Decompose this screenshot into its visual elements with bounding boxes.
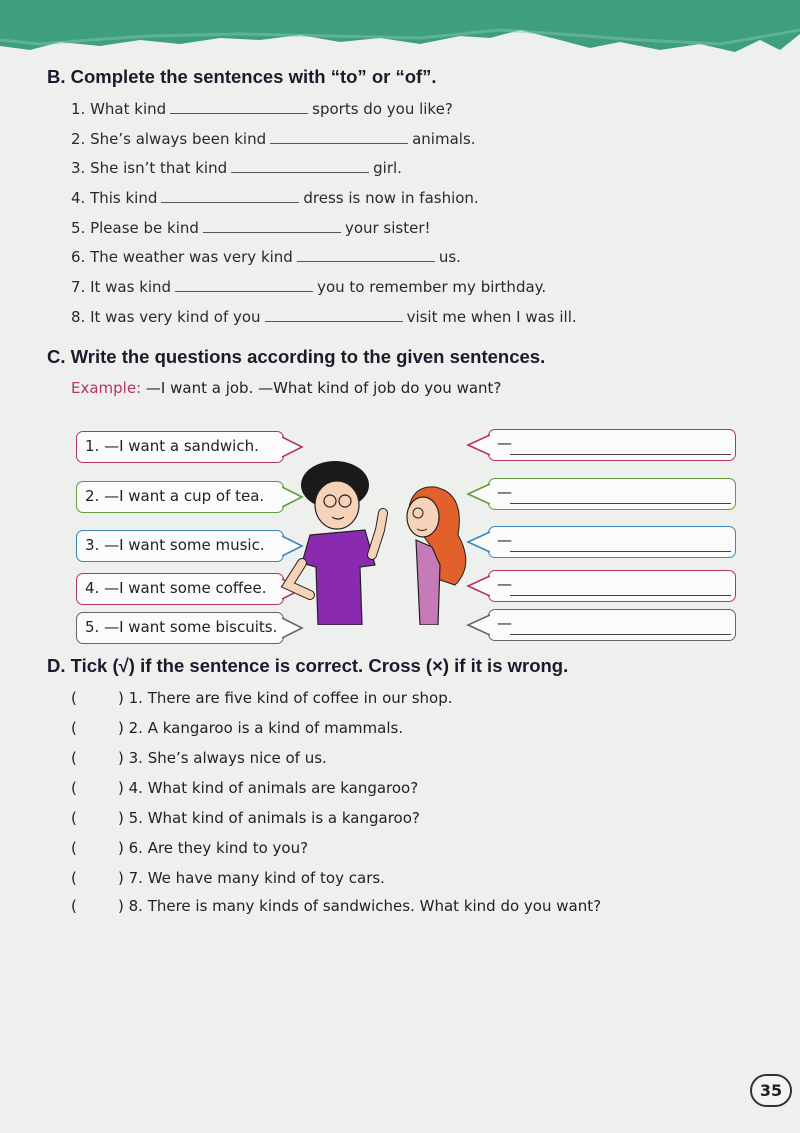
dash: —: [497, 575, 512, 593]
answer-paren[interactable]: (: [71, 749, 77, 767]
b-item-text: 1. What kind: [71, 100, 167, 118]
d-item-3: [71, 749, 327, 767]
answer-blank[interactable]: [170, 101, 308, 114]
b-item-text: us.: [438, 248, 461, 266]
statement-bubble-2: [76, 481, 284, 513]
answer-bubble-3[interactable]: [488, 526, 736, 558]
page-number: 35: [750, 1074, 792, 1107]
answer-blank[interactable]: [175, 279, 313, 292]
b-item-text: you to remember my birthday.: [317, 278, 547, 296]
dash: —: [497, 531, 512, 549]
answer-paren[interactable]: (: [71, 809, 77, 827]
b-item-4: [71, 189, 479, 207]
answer-paren[interactable]: (: [71, 689, 77, 707]
statement-bubble-4: [76, 573, 284, 605]
b-item-text: visit me when I was ill.: [406, 308, 577, 326]
d-item-text: ) 1. There are five kind of coffee in our shop.: [118, 689, 453, 707]
b-item-text: 5. Please be kind: [71, 219, 199, 237]
example-label: Example:: [71, 379, 142, 397]
header-band: [0, 0, 800, 60]
b-item-text: 3. She isn’t that kind: [71, 159, 228, 177]
answer-blank[interactable]: [203, 220, 341, 233]
d-item-6: [71, 839, 308, 857]
answer-paren[interactable]: (: [71, 897, 77, 915]
d-item-text: ) 7. We have many kind of toy cars.: [118, 869, 385, 887]
statement-text: 3. —I want some music.: [85, 536, 265, 554]
b-item-text: 2. She’s always been kind: [71, 130, 267, 148]
section-b-title: B. Complete the sentences with “to” or “of”.: [47, 66, 437, 87]
b-item-text: sports do you like?: [312, 100, 453, 118]
answer-bubble-1[interactable]: [488, 429, 736, 461]
answer-paren[interactable]: (: [71, 779, 77, 797]
dash: —: [497, 434, 512, 452]
answer-bubble-4[interactable]: [488, 570, 736, 602]
d-item-text: ) 5. What kind of animals is a kangaroo?: [118, 809, 420, 827]
b-item-1: [71, 100, 453, 118]
b-item-2: [71, 130, 476, 148]
answer-blank[interactable]: [231, 160, 369, 173]
answer-paren[interactable]: (: [71, 839, 77, 857]
d-item-4: [71, 779, 418, 797]
d-item-text: ) 3. She’s always nice of us.: [118, 749, 327, 767]
answer-paren[interactable]: (: [71, 869, 77, 887]
d-item-text: ) 2. A kangaroo is a kind of mammals.: [118, 719, 404, 737]
d-item-text: ) 6. Are they kind to you?: [118, 839, 309, 857]
answer-bubble-2[interactable]: [488, 478, 736, 510]
section-d-title: D. Tick (√) if the sentence is correct. Cross (×) if it is wrong.: [47, 655, 569, 676]
girl-figure: [407, 487, 466, 625]
boy-figure: [288, 461, 383, 625]
statement-bubble-3: [76, 530, 284, 562]
b-item-6: [71, 248, 461, 266]
d-item-5: [71, 809, 420, 827]
b-item-text: animals.: [412, 130, 476, 148]
b-item-text: 8. It was very kind of you: [71, 308, 261, 326]
answer-blank[interactable]: [270, 131, 408, 144]
b-item-5: [71, 219, 431, 237]
b-item-7: [71, 278, 546, 296]
statement-text: 2. —I want a cup of tea.: [85, 487, 265, 505]
d-item-2: [71, 719, 403, 737]
b-item-text: your sister!: [344, 219, 431, 237]
b-item-text: girl.: [373, 159, 402, 177]
b-item-text: 6. The weather was very kind: [71, 248, 293, 266]
answer-blank[interactable]: [297, 249, 435, 262]
statement-bubble-5: [76, 612, 284, 644]
answer-paren[interactable]: (: [71, 719, 77, 737]
section-c-title: C. Write the questions according to the given sentences.: [47, 346, 546, 367]
answer-bubble-5[interactable]: [488, 609, 736, 641]
d-item-8: [71, 897, 601, 915]
example-text: —I want a job. —What kind of job do you want?: [145, 379, 502, 397]
answer-blank[interactable]: [265, 309, 403, 322]
b-item-8: [71, 308, 577, 326]
b-item-text: dress is now in fashion.: [303, 189, 479, 207]
statement-text: 5. —I want some biscuits.: [85, 618, 278, 636]
dash: —: [497, 614, 512, 632]
b-item-text: 4. This kind: [71, 189, 158, 207]
cartoon-figures-illustration: [280, 455, 480, 625]
d-item-text: ) 8. There is many kinds of sandwiches. What kind do you want?: [118, 897, 602, 915]
dash: —: [497, 483, 512, 501]
statement-text: 4. —I want some coffee.: [85, 579, 267, 597]
d-item-1: [71, 689, 453, 707]
b-item-3: [71, 159, 402, 177]
answer-blank[interactable]: [161, 190, 299, 203]
example-line: [71, 379, 501, 397]
d-item-text: ) 4. What kind of animals are kangaroo?: [118, 779, 419, 797]
statement-text: 1. —I want a sandwich.: [85, 437, 259, 455]
b-item-text: 7. It was kind: [71, 278, 172, 296]
statement-bubble-1: [76, 431, 284, 463]
d-item-7: [71, 869, 385, 887]
